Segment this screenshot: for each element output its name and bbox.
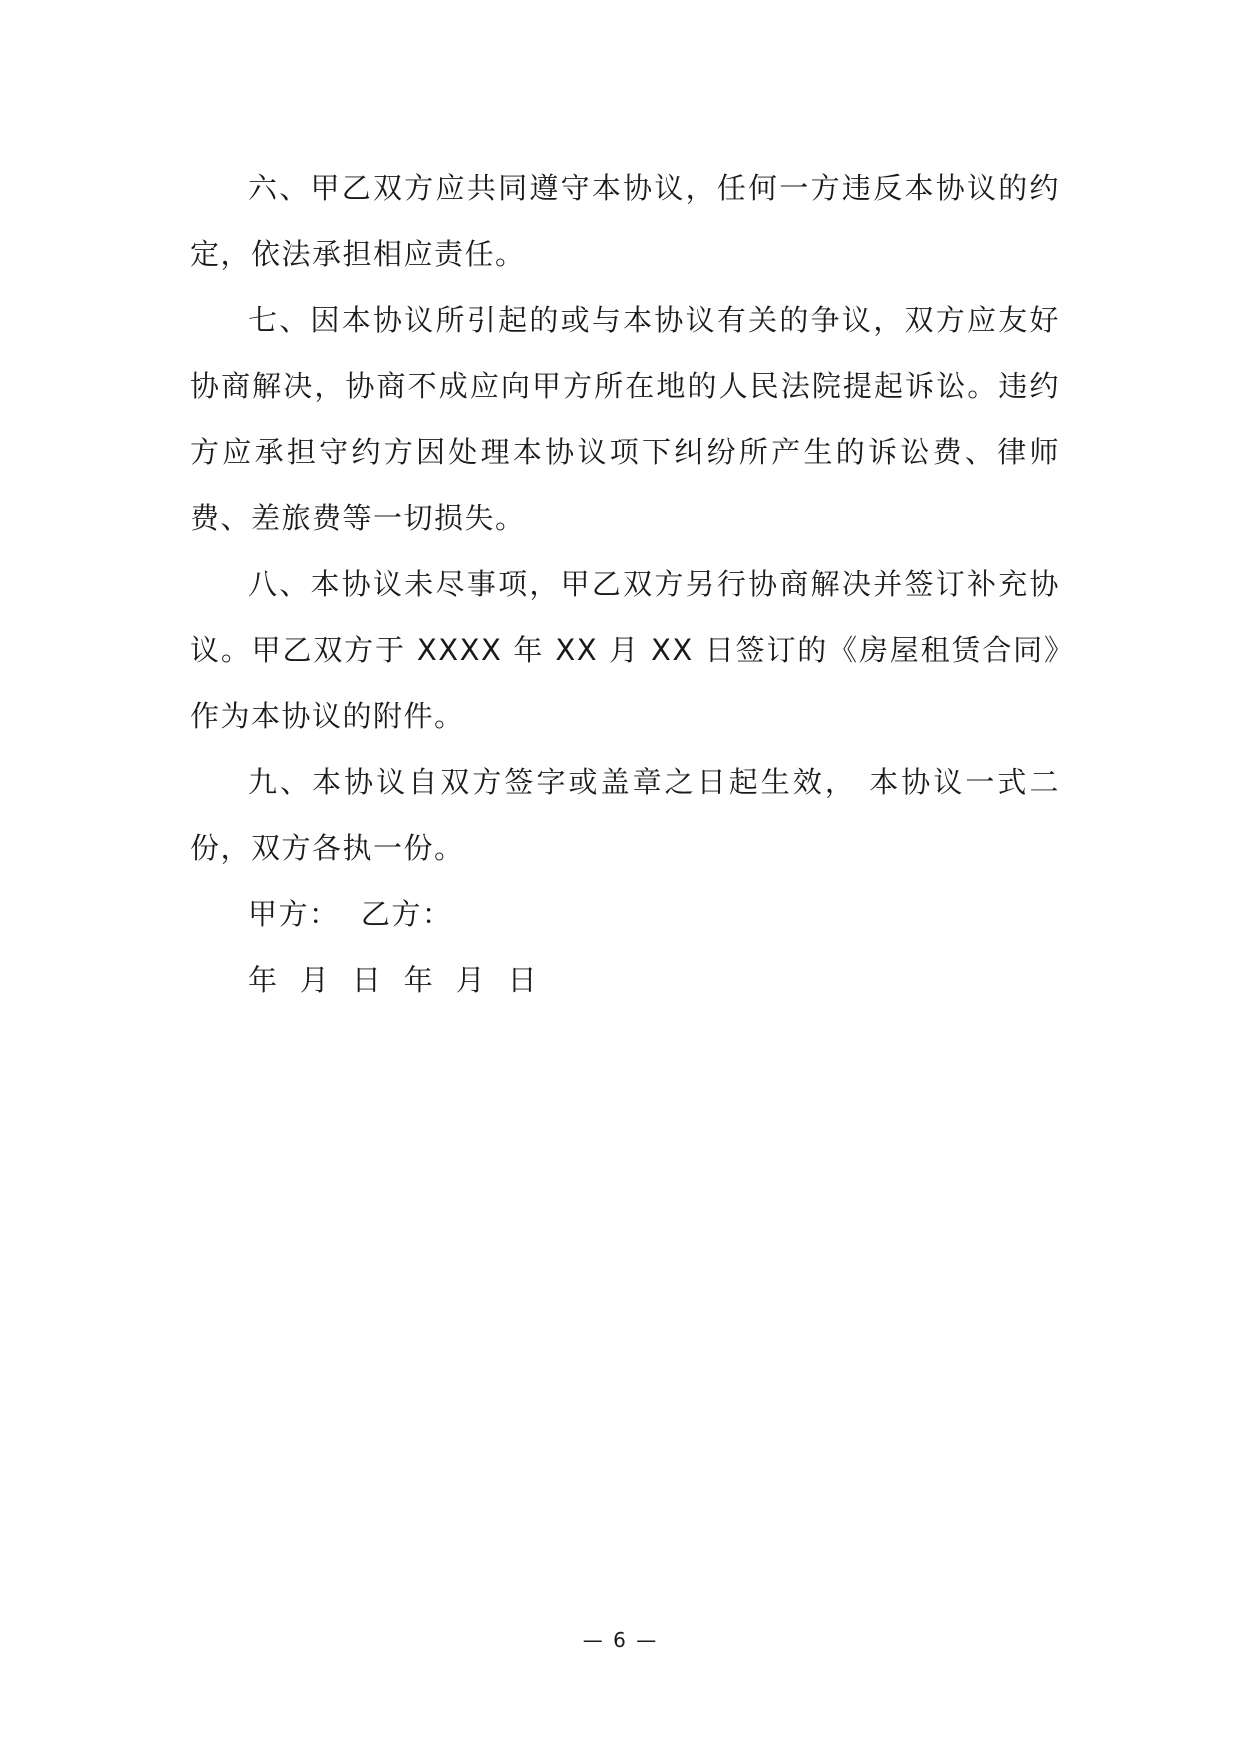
page-number: — 6 —: [582, 1628, 659, 1652]
clause-six: 六、甲乙双方应共同遵守本协议，任何一方违反本协议的约定，依法承担相应责任。: [190, 171, 1060, 271]
signature-line: 甲方： 乙方：: [248, 897, 453, 931]
clause-nine: 九、本协议自双方签字或盖章之日起生效， 本协议一式二份，双方各执一份。: [190, 765, 1060, 865]
clause-seven: 七、因本协议所引起的或与本协议有关的争议，双方应友好协商解决，协商不成应向甲方所在地的人民法院提起诉讼。违约方应承担守约方因处理本协议项下纠纷所产生的诉讼费、律师费、差旅费等一切损失。: [190, 303, 1060, 535]
clause-eight: 八、本协议未尽事项，甲乙双方另行协商解决并签订补充协议。甲乙双方于 XXXX 年 XX 月 XX 日签订的《房屋租赁合同》作为本协议的附件。: [190, 567, 1060, 733]
date-line: 年 月 日 年 月 日: [248, 963, 539, 997]
document-body: [190, 155, 1060, 1013]
